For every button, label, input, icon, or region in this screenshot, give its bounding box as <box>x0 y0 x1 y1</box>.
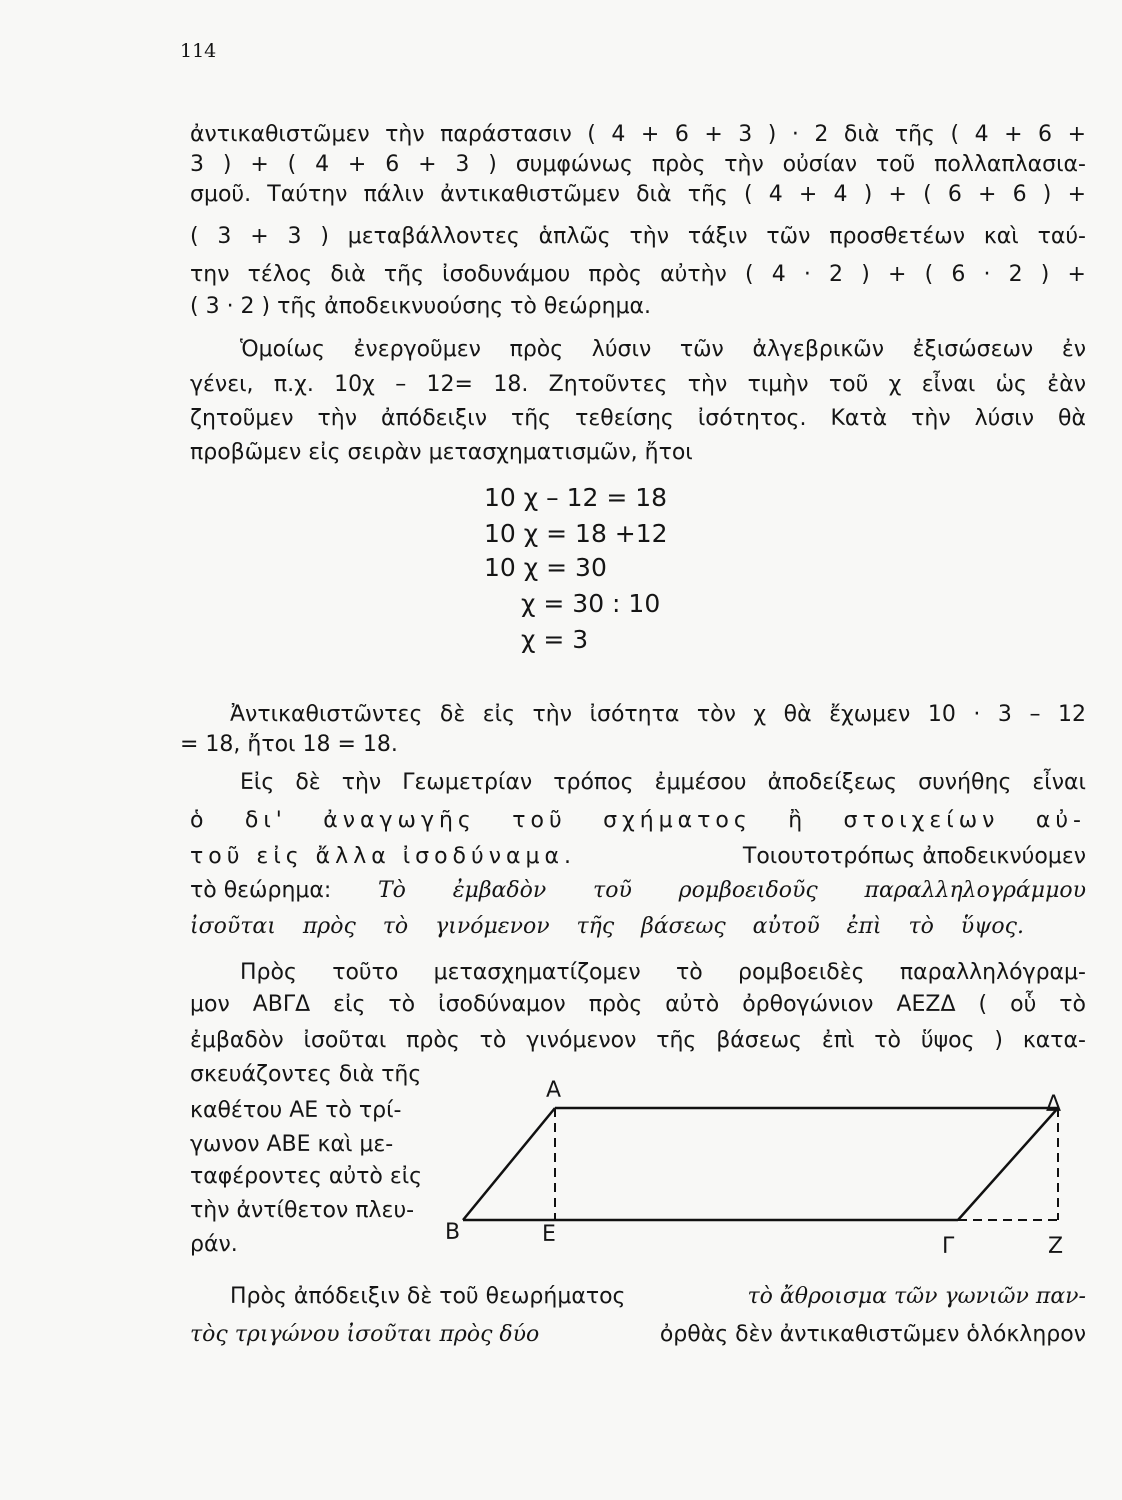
equation: χ = 30 : 10 <box>521 589 661 618</box>
equation: 10 χ = 30 <box>484 553 607 582</box>
text-line: προβῶμεν εἰς σειρὰν μετασχηματισμῶν, ἤτοι <box>190 440 693 465</box>
text-line <box>230 1282 1086 1312</box>
text-line <box>190 842 1086 872</box>
text-line: γωνον ΑΒΕ καὶ με- <box>190 1132 394 1157</box>
text-line: 3 ) + ( 4 + 6 + 3 ) συμφώνως πρὸς τὴν οὐσίαν τοῦ πολλαπλασια- <box>190 152 1086 177</box>
side-GD <box>958 1108 1058 1220</box>
parallelogram-figure <box>440 1075 1100 1275</box>
text-line: σμοῦ. Ταύτην πάλιν ἀντικαθιστῶμεν διὰ τῆς ( 4 + 4 ) + ( 6 + 6 ) + <box>190 182 1086 207</box>
text-line <box>190 1320 1086 1350</box>
vertex-label-B: Β <box>445 1220 461 1245</box>
vertex-label-D: Δ <box>1046 1092 1062 1117</box>
text-line: καθέτου ΑΕ τὸ τρί- <box>190 1098 402 1123</box>
text-line: την τέλος διὰ τῆς ἰσοδυνάμου πρὸς αὐτὴν ( 4 · 2 ) + ( 6 · 2 ) + <box>190 262 1086 287</box>
text-line: ταφέροντες αὐτὸ εἰς <box>190 1164 423 1189</box>
text-line: ( 3 + 3 ) μεταβάλλοντες ἁπλῶς τὴν τάξιν τῶν προσθετέων καὶ ταύ- <box>190 224 1086 249</box>
text-span: Τοιουτοτρόπως ἀποδεικνύομεν <box>742 844 1086 869</box>
text-line: σκευάζοντες διὰ τῆς <box>190 1062 422 1087</box>
text-line <box>190 876 1086 906</box>
equation: 10 χ – 12 = 18 <box>484 483 668 512</box>
text-span: τὸ θεώρημα: <box>190 878 332 903</box>
text-line: ράν. <box>190 1232 238 1257</box>
text-line: ὁ δι' ἀναγωγῆς τοῦ σχήματος ἢ στοιχείων αὐ- <box>190 808 1086 833</box>
figure-svg <box>440 1075 1100 1275</box>
equation: χ = 3 <box>521 625 589 654</box>
text-line: Ὁμοίως ἐνεργοῦμεν πρὸς λύσιν τῶν ἀλγεβρικῶν ἐξισώσεων ἐν <box>240 337 1086 362</box>
text-line: γένει, π.χ. 10χ – 12= 18. Ζητοῦντες τὴν τιμὴν τοῦ χ εἶναι ὡς ἐὰν <box>190 372 1086 397</box>
text-span: τὸς τριγώνου ἰσοῦται πρὸς δύο <box>190 1322 540 1347</box>
text-line: = 18, ἤτοι 18 = 18. <box>180 732 398 757</box>
text-line: μον ΑΒΓΔ εἰς τὸ ἰσοδύναμον πρὸς αὐτὸ ὀρθογώνιον ΑΕΖΔ ( οὗ τὸ <box>190 992 1086 1017</box>
text-line: τὴν ἀντίθετον πλευ- <box>190 1198 415 1223</box>
text-span: ὀρθὰς δὲν ἀντικαθιστῶμεν ὁλόκληρον <box>659 1322 1086 1347</box>
text-span: Τὸ ἐμβαδὸν τοῦ ρομβοειδοῦς παραλληλογράμμου <box>378 878 1086 903</box>
text-line: Πρὸς τοῦτο μετασχηματίζομεν τὸ ρομβοειδὲς παραλληλόγραμ- <box>240 960 1086 985</box>
text-line: ἰσοῦται πρὸς τὸ γινόμενον τῆς βάσεως αὐτοῦ ἐπὶ τὸ ὕψος. <box>190 914 1024 939</box>
side-AB <box>463 1108 555 1220</box>
text-span: τὸ ἄθροισμα τῶν γωνιῶν παν- <box>747 1284 1086 1309</box>
text-line: ζητοῦμεν τὴν ἀπόδειξιν τῆς τεθείσης ἰσότητος. Κατὰ τὴν λύσιν θὰ <box>190 406 1086 431</box>
text-line: ἐμβαδὸν ἰσοῦται πρὸς τὸ γινόμενον τῆς βάσεως ἐπὶ τὸ ὕψος ) κατα- <box>190 1028 1086 1053</box>
text-line: Ἀντικαθιστῶντες δὲ εἰς τὴν ἰσότητα τὸν χ θὰ ἔχωμεν 10 · 3 – 12 <box>230 702 1086 727</box>
text-line: ( 3 · 2 ) τῆς ἀποδεικνυούσης τὸ θεώρημα. <box>190 294 652 319</box>
text-span: Πρὸς ἀπόδειξιν δὲ τοῦ θεωρήματος <box>230 1284 626 1309</box>
text-span: τοῦ εἰς ἄλλα ἰσοδύναμα. <box>190 844 577 869</box>
vertex-label-A: Α <box>546 1078 562 1103</box>
page-number: 114 <box>180 40 217 62</box>
text-line: ἀντικαθιστῶμεν τὴν παράστασιν ( 4 + 6 + 3 ) · 2 διὰ τῆς ( 4 + 6 + <box>190 122 1086 147</box>
vertex-label-G: Γ <box>942 1234 955 1259</box>
vertex-label-E: Ε <box>542 1222 556 1247</box>
vertex-label-Z: Ζ <box>1048 1234 1064 1259</box>
text-line: Εἰς δὲ τὴν Γεωμετρίαν τρόπος ἐμμέσου ἀποδείξεως συνήθης εἶναι <box>240 770 1086 795</box>
equation: 10 χ = 18 +12 <box>484 519 668 548</box>
